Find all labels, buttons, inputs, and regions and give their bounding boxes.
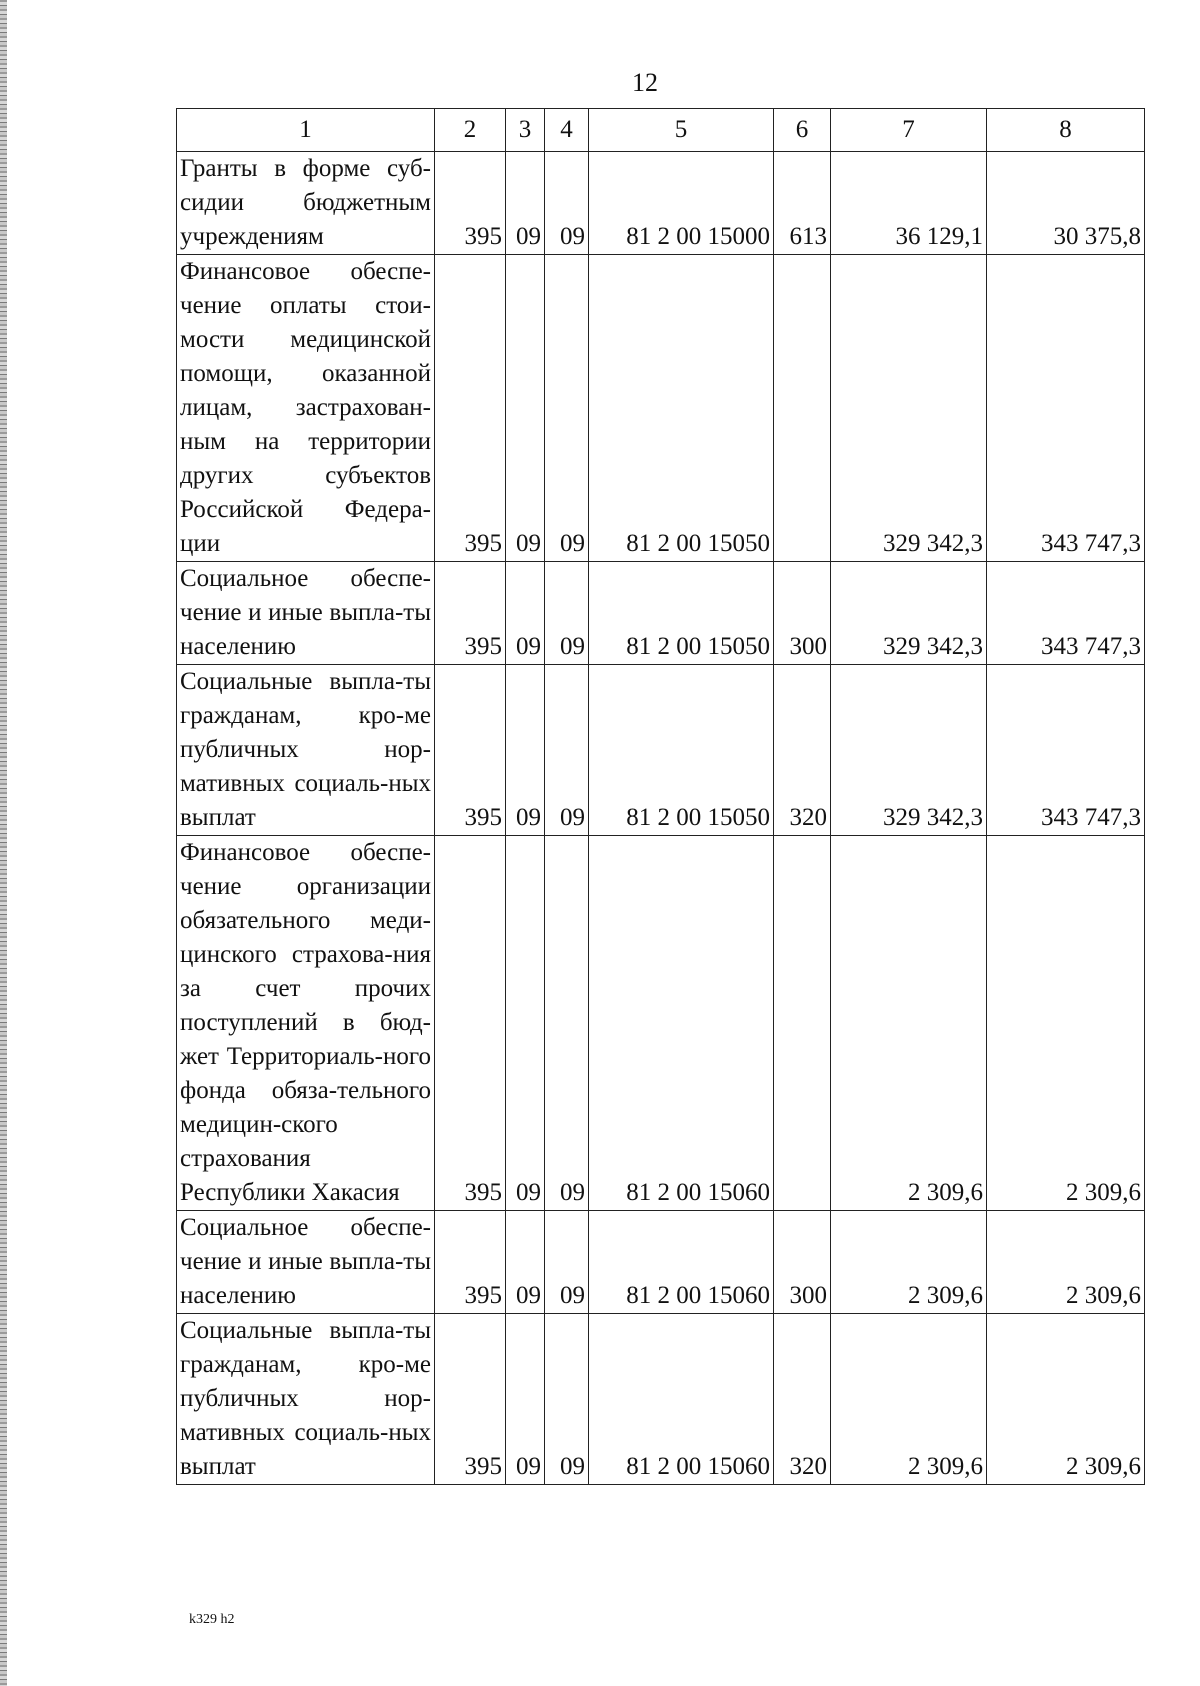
cell-col8: 2 309,6: [987, 836, 1145, 1211]
cell-col2: 395: [435, 665, 506, 836]
cell-col8: 343 747,3: [987, 665, 1145, 836]
header-cell: 8: [987, 109, 1145, 152]
cell-col2: 395: [435, 1211, 506, 1314]
cell-col4: 09: [545, 1211, 589, 1314]
item-name: Финансовое обеспе-чение организации обязательного меди-цинского страхова-ния за счет прочих поступлений в бюд-жет Территориаль-ного фонда обяза-тельного медицин-ского страхования Республики Хакасия: [177, 836, 435, 1211]
table-row: [177, 1211, 1145, 1314]
table-row: [177, 1314, 1145, 1485]
cell-col4: 09: [545, 255, 589, 562]
header-cell: 1: [177, 109, 435, 152]
cell-col2: 395: [435, 1314, 506, 1485]
cell-col6: 320: [774, 1314, 831, 1485]
cell-col8: 2 309,6: [987, 1211, 1145, 1314]
cell-col4: 09: [545, 152, 589, 255]
cell-col3: 09: [506, 836, 545, 1211]
cell-col8: 343 747,3: [987, 255, 1145, 562]
document-code: k329 h2: [189, 1612, 235, 1627]
cell-col3: 09: [506, 665, 545, 836]
cell-col7: 329 342,3: [831, 562, 987, 665]
cell-col5: 81 2 00 15050: [589, 255, 774, 562]
cell-col5: 81 2 00 15050: [589, 665, 774, 836]
cell-col4: 09: [545, 562, 589, 665]
cell-col2: 395: [435, 562, 506, 665]
cell-col6: 300: [774, 1211, 831, 1314]
cell-col5: 81 2 00 15060: [589, 1211, 774, 1314]
header-cell: 2: [435, 109, 506, 152]
cell-col6: [774, 255, 831, 562]
item-name: Финансовое обеспе-чение оплаты стои-мости медицинской помощи, оказанной лицам, застрахован-ным на территории других субъектов Российской Федера-ции: [177, 255, 435, 562]
cell-col7: 2 309,6: [831, 836, 987, 1211]
cell-col6: 300: [774, 562, 831, 665]
cell-col7: 2 309,6: [831, 1211, 987, 1314]
cell-col5: 81 2 00 15060: [589, 836, 774, 1211]
cell-col7: 36 129,1: [831, 152, 987, 255]
item-name: Социальное обеспе-чение и иные выпла-ты населению: [177, 1211, 435, 1314]
cell-col8: 2 309,6: [987, 1314, 1145, 1485]
header-cell: 7: [831, 109, 987, 152]
cell-col2: 395: [435, 152, 506, 255]
cell-col8: 30 375,8: [987, 152, 1145, 255]
cell-col6: [774, 836, 831, 1211]
cell-col5: 81 2 00 15050: [589, 562, 774, 665]
table-row: [177, 562, 1145, 665]
item-name: Гранты в форме суб-сидии бюджетным учреждениям: [177, 152, 435, 255]
header-cell: 6: [774, 109, 831, 152]
cell-col7: 2 309,6: [831, 1314, 987, 1485]
cell-col4: 09: [545, 836, 589, 1211]
cell-col5: 81 2 00 15000: [589, 152, 774, 255]
cell-col7: 329 342,3: [831, 255, 987, 562]
page-number: 12: [632, 68, 658, 97]
cell-col3: 09: [506, 255, 545, 562]
item-name: Социальное обеспе-чение и иные выпла-ты населению: [177, 562, 435, 665]
cell-col5: 81 2 00 15060: [589, 1314, 774, 1485]
header-cell: 4: [545, 109, 589, 152]
item-name: Социальные выпла-ты гражданам, кро-ме публичных нор-мативных социаль-ных выплат: [177, 665, 435, 836]
item-name: Социальные выпла-ты гражданам, кро-ме публичных нор-мативных социаль-ных выплат: [177, 1314, 435, 1485]
header-cell: 3: [506, 109, 545, 152]
table-row: [177, 255, 1145, 562]
cell-col2: 395: [435, 255, 506, 562]
header-cell: 5: [589, 109, 774, 152]
cell-col6: 320: [774, 665, 831, 836]
cell-col3: 09: [506, 152, 545, 255]
scan-border: [0, 0, 7, 1686]
table-row: [177, 665, 1145, 836]
table-row: [177, 152, 1145, 255]
cell-col4: 09: [545, 1314, 589, 1485]
cell-col7: 329 342,3: [831, 665, 987, 836]
table-row: [177, 836, 1145, 1211]
cell-col3: 09: [506, 1314, 545, 1485]
cell-col3: 09: [506, 562, 545, 665]
cell-col4: 09: [545, 665, 589, 836]
cell-col6: 613: [774, 152, 831, 255]
cell-col2: 395: [435, 836, 506, 1211]
header-row: [177, 109, 1145, 152]
cell-col8: 343 747,3: [987, 562, 1145, 665]
budget-table: [176, 108, 1145, 1485]
cell-col3: 09: [506, 1211, 545, 1314]
